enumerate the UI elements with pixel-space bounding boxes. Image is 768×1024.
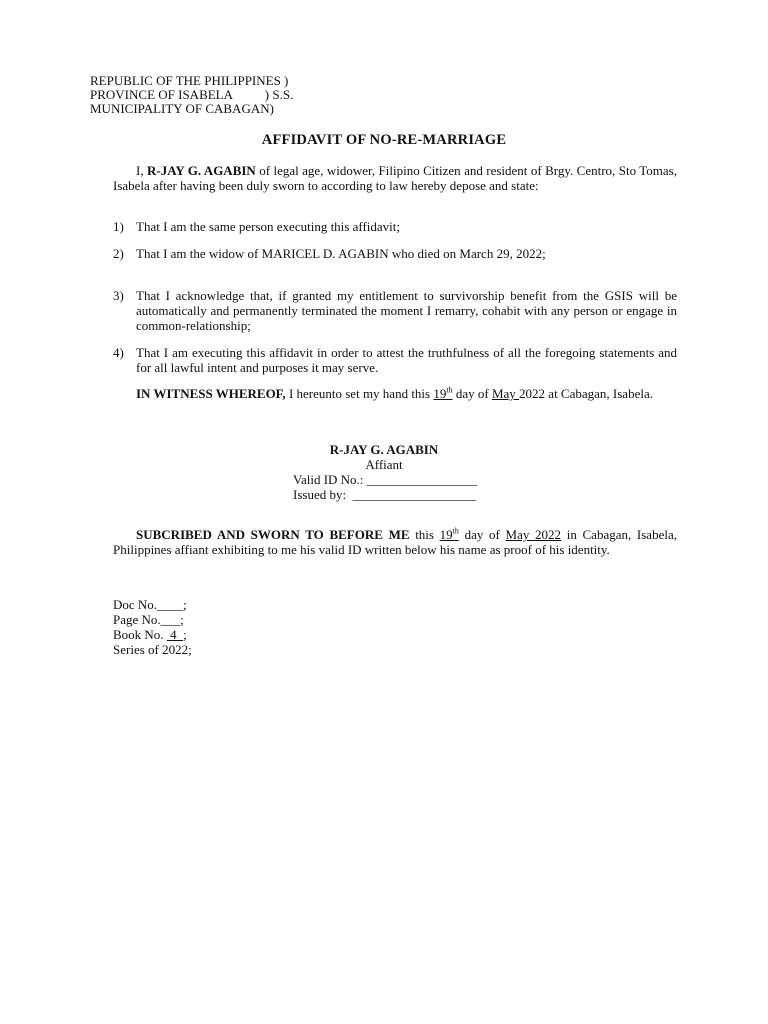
issued-by-blank: ___________________ <box>352 487 477 502</box>
venue-province: PROVINCE OF ISABELA ) S.S. <box>90 87 294 102</box>
book-label: Book No. <box>113 627 167 642</box>
series-year: Series of 2022; <box>113 642 192 657</box>
jurat-text: in Cabagan, Isabela, Philippines affiant exhibiting to me his valid ID written below his name as proof of his identity. <box>113 527 677 557</box>
notary-register <box>113 597 313 657</box>
item-text: That I am the widow of MARICEL D. AGABIN who died on March 29, 2022; <box>136 246 546 261</box>
valid-id-blank: _________________ <box>366 472 478 487</box>
venue-municipality: MUNICIPALITY OF CABAGAN) <box>90 101 274 116</box>
book-number <box>113 627 313 642</box>
book-end: ; <box>183 627 187 642</box>
book-value: 4 <box>166 627 184 642</box>
jurat-text: day of <box>458 527 506 542</box>
venue-republic: REPUBLIC OF THE PHILIPPINES ) <box>90 73 289 88</box>
venue-block <box>90 73 410 115</box>
issued-by-line <box>293 487 476 502</box>
item-number: 4) <box>113 345 124 360</box>
issued-by-label: Issued by: <box>293 487 353 502</box>
item-number: 1) <box>113 219 124 234</box>
intro-paragraph <box>113 163 677 193</box>
list-item <box>113 288 677 333</box>
witness-month: May <box>491 386 520 401</box>
document-title: AFFIDAVIT OF NO-RE-MARRIAGE <box>261 132 507 148</box>
jurat-month-year: May 2022 <box>505 527 562 542</box>
jurat-day-number: 19 <box>439 527 453 542</box>
item-text: That I am executing this affidavit in order to attest the truthfulness of all the foregoing statements and for all lawful intent and purposes it may serve. <box>136 345 677 375</box>
witness-text: day of <box>452 386 492 401</box>
doc-number: Doc No.____; <box>113 597 187 612</box>
jurat-text: this <box>409 527 440 542</box>
valid-id-label: Valid ID No.: <box>293 472 367 487</box>
witness-text: I hereunto set my hand this <box>285 386 434 401</box>
item-number: 2) <box>113 246 124 261</box>
witness-day-number: 19 <box>433 386 447 401</box>
intro-prefix: I, <box>136 163 147 178</box>
item-text: That I am the same person executing this affidavit; <box>136 219 401 234</box>
jurat-day <box>440 527 459 542</box>
list-item <box>113 219 677 234</box>
item-number: 3) <box>113 288 124 303</box>
valid-id-line <box>293 472 477 487</box>
affiant-name: R-JAY G. AGABIN <box>329 442 439 457</box>
item-text: That I acknowledge that, if granted my entitlement to survivorship benefit from the GSIS will be automatically and permanently terminated the moment I remarry, cohabit with any person or engage in common-relationship; <box>136 288 677 333</box>
witness-day-suffix: th <box>446 385 453 395</box>
page-number: Page No.___; <box>113 612 184 627</box>
jurat-paragraph <box>113 527 677 557</box>
witness-text: 2022 at Cabagan, Isabela. <box>519 386 653 401</box>
witness-paragraph <box>113 386 677 401</box>
list-item <box>113 246 677 261</box>
affiant-name-inline: R-JAY G. AGABIN <box>147 163 256 178</box>
jurat-day-suffix: th <box>452 526 459 536</box>
list-item <box>113 345 677 375</box>
witness-day <box>433 386 452 401</box>
affiant-label: Affiant <box>365 457 403 472</box>
jurat-lead: SUBCRIBED AND SWORN TO BEFORE ME <box>136 527 410 542</box>
intro-text: of legal age, widower, Filipino Citizen and resident of Brgy. Centro, Sto Tomas, Isabela after having been duly sworn to according to law hereby depose and state: <box>113 163 677 193</box>
witness-lead: IN WITNESS WHEREOF, <box>136 386 286 401</box>
